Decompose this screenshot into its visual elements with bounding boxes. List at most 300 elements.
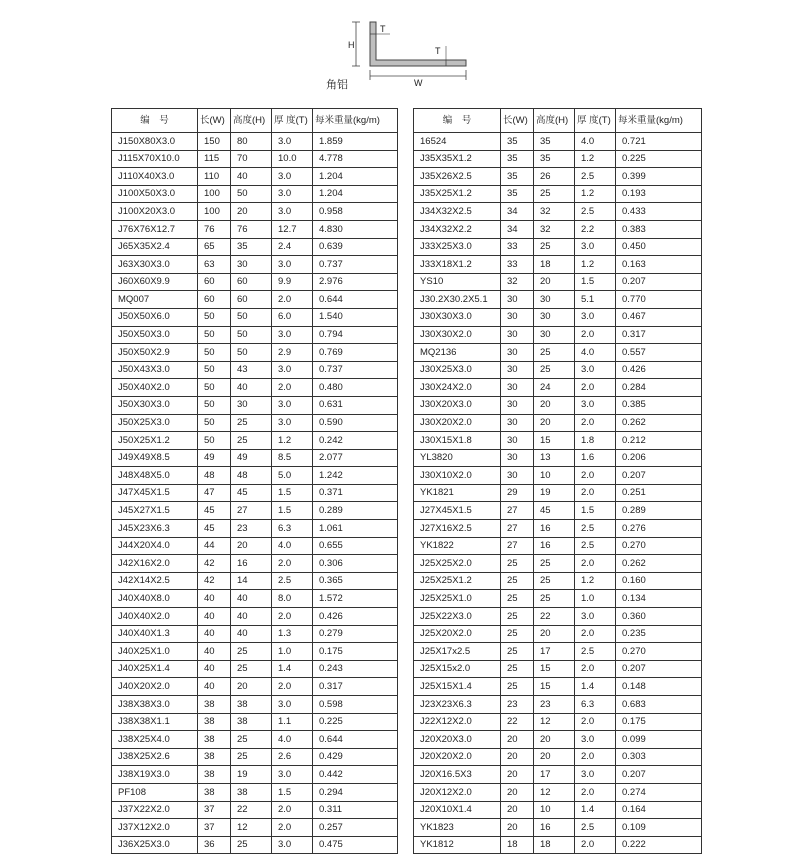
cell-code: YK1812 [414,836,501,854]
cell-thickness: 2.0 [272,608,313,626]
cell-width: 32 [501,273,534,291]
table-row [112,326,398,344]
cell-code: J30.2X30.2X5.1 [414,291,501,309]
cell-weight: 0.631 [313,396,398,414]
cell-height: 25 [231,731,272,749]
cell-weight: 0.294 [313,783,398,801]
cell-thickness: 1.0 [575,590,616,608]
label-t-right: T [435,46,441,56]
cell-weight: 0.450 [616,238,702,256]
cell-width: 42 [198,572,231,590]
cell-width: 76 [198,220,231,238]
cell-width: 38 [198,766,231,784]
cell-code: J30X20X2.0 [414,414,501,432]
cell-code: YK1821 [414,484,501,502]
cell-height: 24 [534,379,575,397]
cell-thickness: 4.0 [272,537,313,555]
cell-weight: 2.976 [313,273,398,291]
cell-code: J63X30X3.0 [112,256,198,274]
cell-weight: 0.429 [313,748,398,766]
cell-height: 49 [231,449,272,467]
cell-thickness: 2.0 [272,678,313,696]
cell-code: J20X10X1.4 [414,801,501,819]
table-row [112,537,398,555]
cell-width: 37 [198,801,231,819]
cell-height: 25 [534,344,575,362]
cell-weight: 0.557 [616,344,702,362]
cell-weight: 0.206 [616,449,702,467]
cell-width: 30 [501,291,534,309]
cell-weight: 0.426 [616,361,702,379]
cell-thickness: 6.0 [272,308,313,326]
table-row [414,220,702,238]
cell-weight: 0.207 [616,766,702,784]
cell-width: 20 [501,766,534,784]
cell-thickness: 2.0 [272,555,313,573]
table-row [112,696,398,714]
cell-height: 14 [231,572,272,590]
cell-weight: 4.778 [313,150,398,168]
cell-code: J30X15X1.8 [414,432,501,450]
table-row [112,555,398,573]
cell-weight: 0.683 [616,696,702,714]
cell-weight: 0.099 [616,731,702,749]
cell-thickness: 3.0 [575,766,616,784]
cell-width: 38 [198,696,231,714]
cell-weight: 0.644 [313,731,398,749]
cell-height: 43 [231,361,272,379]
cell-width: 50 [198,308,231,326]
cell-weight: 0.279 [313,625,398,643]
cell-code: J45X23X6.3 [112,520,198,538]
cell-weight: 1.204 [313,185,398,203]
cell-height: 25 [534,361,575,379]
cell-weight: 0.262 [616,555,702,573]
cell-weight: 1.540 [313,308,398,326]
cell-height: 40 [231,168,272,186]
table-row [112,238,398,256]
cell-code: J22X12X2.0 [414,713,501,731]
table-row [414,801,702,819]
cell-weight: 1.204 [313,168,398,186]
cell-width: 40 [198,625,231,643]
cell-height: 30 [534,291,575,309]
table-row [414,590,702,608]
cell-code: J50X50X2.9 [112,344,198,362]
table-row [414,361,702,379]
cell-height: 17 [534,766,575,784]
cell-thickness: 2.0 [272,291,313,309]
cell-height: 16 [534,520,575,538]
cell-width: 25 [501,643,534,661]
cell-height: 19 [231,766,272,784]
cell-thickness: 2.5 [575,643,616,661]
table-row [414,660,702,678]
table-row [414,238,702,256]
cell-thickness: 2.0 [575,414,616,432]
cell-thickness: 4.0 [575,344,616,362]
cell-weight: 0.222 [616,836,702,854]
cell-code: J50X50X3.0 [112,326,198,344]
table-row [112,273,398,291]
cell-weight: 0.383 [616,220,702,238]
cell-width: 50 [198,326,231,344]
table-row [414,133,702,151]
cell-code: J25X15X1.4 [414,678,501,696]
cell-thickness: 1.5 [575,273,616,291]
cell-thickness: 1.1 [272,713,313,731]
cell-thickness: 9.9 [272,273,313,291]
cell-height: 35 [534,133,575,151]
cell-thickness: 3.0 [272,766,313,784]
cell-weight: 0.399 [616,168,702,186]
cell-height: 23 [231,520,272,538]
table-row [414,150,702,168]
table-row [414,608,702,626]
table-row [414,748,702,766]
cell-weight: 0.243 [313,660,398,678]
cell-thickness: 3.0 [272,396,313,414]
cell-code: J40X40X2.0 [112,608,198,626]
cell-height: 15 [534,678,575,696]
cell-height: 50 [231,326,272,344]
cell-code: J38X25X4.0 [112,731,198,749]
cell-width: 65 [198,238,231,256]
label-t-top: T [380,24,386,34]
cell-thickness: 2.0 [575,326,616,344]
table-row [112,731,398,749]
cell-code: J25X20X2.0 [414,625,501,643]
cell-weight: 0.311 [313,801,398,819]
cell-code: J50X40X2.0 [112,379,198,397]
cell-width: 38 [198,731,231,749]
cell-code: J30X10X2.0 [414,467,501,485]
table-row [414,185,702,203]
table-row [414,520,702,538]
cell-height: 20 [534,396,575,414]
cell-height: 12 [534,783,575,801]
cell-height: 20 [231,203,272,221]
cell-thickness: 2.5 [575,520,616,538]
cell-thickness: 3.0 [272,414,313,432]
cell-weight: 0.721 [616,133,702,151]
cell-code: J20X20X2.0 [414,748,501,766]
cell-thickness: 3.0 [272,256,313,274]
table-row [414,678,702,696]
cell-height: 32 [534,220,575,238]
cell-thickness: 5.1 [575,291,616,309]
cell-width: 20 [501,819,534,837]
cell-height: 70 [231,150,272,168]
table-row [112,467,398,485]
cell-height: 30 [231,396,272,414]
cell-height: 40 [231,625,272,643]
cell-code: J35X35X1.2 [414,150,501,168]
cell-height: 18 [534,256,575,274]
cell-width: 115 [198,150,231,168]
cell-width: 40 [198,678,231,696]
cell-weight: 0.317 [616,326,702,344]
cell-width: 42 [198,555,231,573]
cell-height: 18 [534,836,575,854]
cell-thickness: 1.3 [272,625,313,643]
cell-height: 50 [231,344,272,362]
cell-thickness: 2.0 [272,379,313,397]
cell-thickness: 8.5 [272,449,313,467]
table-row [414,326,702,344]
cell-width: 30 [501,361,534,379]
cell-code: J30X30X3.0 [414,308,501,326]
cell-weight: 0.134 [616,590,702,608]
cell-code: J25X25X1.0 [414,590,501,608]
cell-width: 34 [501,203,534,221]
cell-code: J40X40X8.0 [112,590,198,608]
cell-height: 45 [231,484,272,502]
cell-thickness: 3.0 [272,696,313,714]
cell-weight: 0.289 [616,502,702,520]
header-width: 长(W) [198,109,231,133]
table-row [414,731,702,749]
cell-height: 20 [231,537,272,555]
table-row [112,203,398,221]
cell-weight: 1.572 [313,590,398,608]
cell-code: J50X30X3.0 [112,396,198,414]
cell-weight: 0.242 [313,432,398,450]
header-code: 编 号 [112,109,198,133]
cell-thickness: 2.0 [575,555,616,573]
cell-width: 20 [501,748,534,766]
cell-width: 60 [198,273,231,291]
cell-code: J25X17x2.5 [414,643,501,661]
cell-height: 10 [534,801,575,819]
cell-width: 29 [501,484,534,502]
cell-thickness: 2.0 [575,783,616,801]
table-row [112,572,398,590]
cell-height: 38 [231,783,272,801]
cell-thickness: 2.0 [575,467,616,485]
cell-height: 30 [534,308,575,326]
cell-code: J27X16X2.5 [414,520,501,538]
label-h: H [348,40,355,50]
cell-height: 20 [534,414,575,432]
table-row [414,819,702,837]
cell-width: 25 [501,660,534,678]
cell-code: J34X32X2.2 [414,220,501,238]
cell-weight: 0.262 [616,414,702,432]
cell-thickness: 5.0 [272,467,313,485]
cell-weight: 0.360 [616,608,702,626]
cell-weight: 0.639 [313,238,398,256]
cell-width: 25 [501,625,534,643]
cell-code: J20X20X3.0 [414,731,501,749]
cell-height: 45 [534,502,575,520]
cell-weight: 0.270 [616,537,702,555]
cell-code: J100X20X3.0 [112,203,198,221]
cell-width: 45 [198,520,231,538]
cell-width: 38 [198,713,231,731]
cell-thickness: 2.0 [575,713,616,731]
cell-code: J50X25X1.2 [112,432,198,450]
cell-height: 25 [534,590,575,608]
cell-height: 38 [231,696,272,714]
cell-height: 30 [534,326,575,344]
cell-code: J34X32X2.5 [414,203,501,221]
cell-code: J25X25X1.2 [414,572,501,590]
cell-thickness: 1.8 [575,432,616,450]
cell-code: J50X43X3.0 [112,361,198,379]
cell-thickness: 12.7 [272,220,313,238]
cell-height: 20 [534,273,575,291]
table-body-left [112,133,398,854]
cell-weight: 0.148 [616,678,702,696]
header-height: 高度(H) [534,109,575,133]
table-row [112,608,398,626]
table-row [112,150,398,168]
cell-code: J23X23X6.3 [414,696,501,714]
table-row [112,713,398,731]
table-row [112,291,398,309]
cell-height: 40 [231,379,272,397]
table-row [414,572,702,590]
header-height: 高度(H) [231,109,272,133]
cell-height: 12 [231,819,272,837]
table-row [414,713,702,731]
cell-width: 50 [198,379,231,397]
cell-weight: 0.225 [313,713,398,731]
cell-weight: 0.590 [313,414,398,432]
table-row [112,220,398,238]
table-header-row [414,109,702,133]
cell-width: 27 [501,520,534,538]
cell-thickness: 1.5 [272,783,313,801]
cell-width: 47 [198,484,231,502]
cell-width: 30 [501,449,534,467]
cell-width: 37 [198,819,231,837]
cell-width: 30 [501,414,534,432]
cell-weight: 0.442 [313,766,398,784]
cell-thickness: 2.4 [272,238,313,256]
table-row [414,291,702,309]
cell-code: J50X25X3.0 [112,414,198,432]
cell-code: J38X38X1.1 [112,713,198,731]
cell-weight: 0.193 [616,185,702,203]
cell-width: 44 [198,537,231,555]
cell-code: MQ2136 [414,344,501,362]
cell-thickness: 2.0 [272,819,313,837]
cell-weight: 0.737 [313,361,398,379]
cell-code: J40X25X1.4 [112,660,198,678]
cell-height: 35 [534,150,575,168]
table-row [112,502,398,520]
cell-width: 20 [501,731,534,749]
cell-code: J30X24X2.0 [414,379,501,397]
table-row [112,660,398,678]
cell-width: 25 [501,678,534,696]
cell-height: 23 [534,696,575,714]
cell-code: J30X20X3.0 [414,396,501,414]
cell-height: 22 [231,801,272,819]
cell-weight: 0.164 [616,801,702,819]
table-row [112,133,398,151]
cell-code: J76X76X12.7 [112,220,198,238]
cell-thickness: 2.2 [575,220,616,238]
cell-code: J38X19X3.0 [112,766,198,784]
cell-weight: 0.644 [313,291,398,309]
cell-weight: 1.061 [313,520,398,538]
cell-code: J35X25X1.2 [414,185,501,203]
spec-table-right [413,108,702,854]
cell-code: MQ007 [112,291,198,309]
cell-weight: 0.317 [313,678,398,696]
cell-weight: 0.251 [616,484,702,502]
cell-thickness: 3.0 [272,203,313,221]
cell-width: 35 [501,168,534,186]
cell-weight: 0.207 [616,273,702,291]
cell-width: 30 [501,344,534,362]
table-row [112,625,398,643]
cell-width: 20 [501,801,534,819]
cell-weight: 0.426 [313,608,398,626]
cell-height: 25 [231,660,272,678]
cell-thickness: 1.6 [575,449,616,467]
cell-width: 50 [198,396,231,414]
cell-height: 25 [231,414,272,432]
table-row [112,344,398,362]
cell-height: 50 [231,185,272,203]
table-row [414,344,702,362]
header-weight: 每米重量(kg/m) [313,109,398,133]
cell-code: J36X25X3.0 [112,836,198,854]
cell-weight: 0.475 [313,836,398,854]
cell-thickness: 3.0 [575,731,616,749]
table-row [414,484,702,502]
cell-width: 20 [501,783,534,801]
cell-width: 30 [501,308,534,326]
table-row [112,484,398,502]
table-row [112,819,398,837]
cell-height: 22 [534,608,575,626]
table-row [414,696,702,714]
cell-thickness: 6.3 [575,696,616,714]
cell-height: 16 [534,537,575,555]
cell-code: J38X38X3.0 [112,696,198,714]
cell-width: 40 [198,590,231,608]
cell-width: 50 [198,432,231,450]
table-row [112,396,398,414]
cell-code: J49X49X8.5 [112,449,198,467]
cell-width: 35 [501,185,534,203]
cell-width: 25 [501,590,534,608]
table-row [414,467,702,485]
table-row [414,766,702,784]
table-row [112,361,398,379]
cell-thickness: 3.0 [575,308,616,326]
cell-weight: 0.306 [313,555,398,573]
cell-thickness: 2.0 [575,379,616,397]
angle-profile-diagram [326,14,486,94]
table-row [414,308,702,326]
cell-weight: 0.225 [616,150,702,168]
cell-height: 16 [231,555,272,573]
cell-height: 19 [534,484,575,502]
cell-thickness: 2.9 [272,344,313,362]
cell-width: 38 [198,783,231,801]
cell-height: 35 [231,238,272,256]
cell-weight: 4.830 [313,220,398,238]
cell-weight: 0.257 [313,819,398,837]
cell-code: J44X20X4.0 [112,537,198,555]
table-row [112,308,398,326]
